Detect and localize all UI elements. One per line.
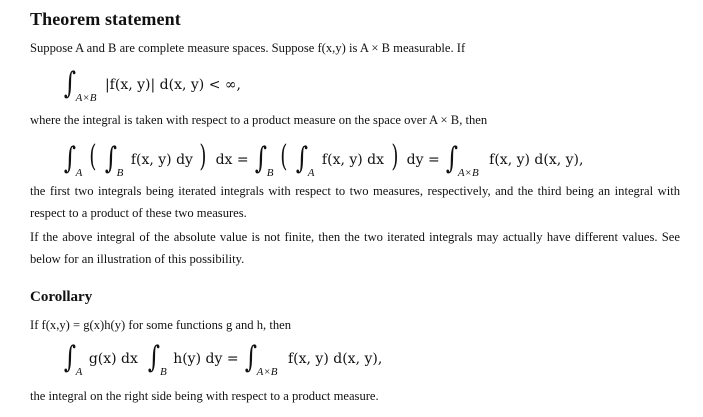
cor-part2: h(y) dy = [173, 351, 239, 367]
left-paren: ( [280, 139, 288, 174]
eq2-inner-sub-1: B [116, 167, 124, 179]
theorem-after-eq2: the first two integrals being iterated integrals with respect to two measures, respectively, and the third being an integral with respect to a product of these two measures. [30, 184, 680, 220]
integral-sign: ∫ [244, 340, 257, 375]
cor-sub-1: A [75, 366, 83, 378]
theorem-after-eq1: where the integral is taken with respect to a product measure on the space over A × B, then [30, 113, 488, 127]
eq2-dy: dy = [406, 152, 440, 168]
right-paren: ) [199, 139, 207, 174]
left-paren: ( [89, 139, 97, 174]
eq2-part1: f(x, y) dy [130, 152, 193, 168]
corollary-after-eq: the integral on the right side being with respect to a product measure. [30, 389, 379, 403]
eq2-outer-sub-2: B [266, 167, 274, 179]
integral-sign: ∫ [148, 340, 161, 375]
eq2-part3: f(x, y) d(x, y), [489, 152, 584, 168]
integral-sign: ∫ [445, 141, 459, 176]
integral-sign: ∫ [254, 141, 268, 176]
equation-1-body: |f(x, y)| d(x, y) < ∞, [104, 77, 241, 93]
equation-1-subscript: A×B [75, 92, 97, 104]
eq2-outer-sub-1: A [75, 167, 83, 179]
cor-sub-3: A×B [256, 366, 278, 378]
eq2-sub-3: A×B [457, 167, 479, 179]
theorem-intro [30, 40, 465, 57]
corollary-intro: If f(x,y) = g(x)h(y) for some functions g and h, then [30, 318, 292, 332]
integral-sign: ∫ [295, 141, 309, 176]
theorem-intro-text: Suppose A and B are complete measure spaces. Suppose f(x,y) is A × B measurable. If [30, 41, 466, 55]
integral-sign: ∫ [63, 141, 76, 176]
theorem-note: If the above integral of the absolute value is not finite, then the two iterated integrals may actually have different values. See below for an illustration of this possibility. [30, 230, 680, 266]
integral-sign: ∫ [104, 141, 117, 176]
integral-sign: ∫ [63, 340, 76, 375]
corollary-heading: Corollary [30, 289, 93, 305]
eq2-dx: dx = [215, 152, 249, 168]
cor-part1: g(x) dx [88, 351, 138, 367]
right-paren: ) [390, 139, 398, 174]
theorem-heading: Theorem statement [30, 9, 181, 29]
cor-sub-2: B [160, 366, 167, 378]
eq2-part2: f(x, y) dx [321, 152, 385, 168]
eq2-inner-sub-2: A [307, 167, 315, 179]
integral-sign: ∫ [63, 66, 76, 101]
cor-part3: f(x, y) d(x, y), [287, 351, 383, 367]
